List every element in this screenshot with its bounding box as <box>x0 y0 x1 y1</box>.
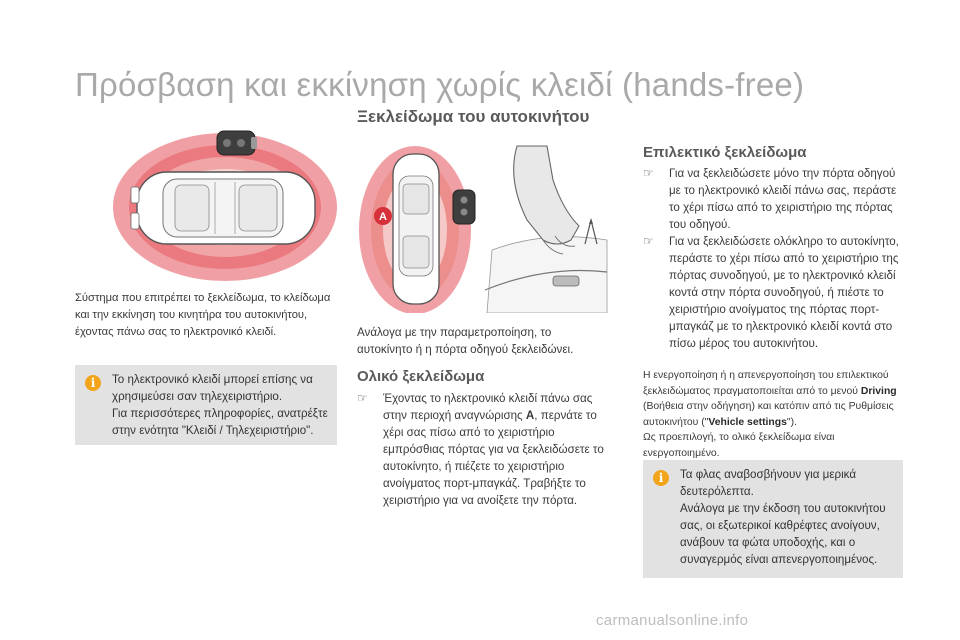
info-icon: i <box>85 375 101 391</box>
watermark: carmanualsonline.info <box>596 612 749 629</box>
arrow-bullet-icon: ☞ <box>357 391 368 405</box>
info-line: Το ηλεκτρονικό κλειδί μπορεί επίσης να χρησιμεύσει σαν τηλεχειριστήριο. <box>112 373 313 403</box>
info-line: Ανάλογα με την έκδοση του αυτοκινήτου σας, οι εξωτερικοί καθρέφτες ανοίγουν, ανάβουν τα φώτα υποδοχής, και ο συναγερμός είναι απενεργοποιημένος. <box>680 502 886 566</box>
unlock-illustration <box>357 140 609 313</box>
arrow-bullet-icon: ☞ <box>643 234 654 248</box>
page-title: Πρόσβαση και εκκίνηση χωρίς κλειδί (hands-free) <box>75 66 805 103</box>
svg-text:A: A <box>379 211 387 223</box>
list-item: ☞ Για να ξεκλειδώσετε ολόκληρο το αυτοκίνητο, περάστε το χέρι πίσω από το χειριστήριο της πόρτας συνοδηγού, με το ηλεκτρονικό κλειδί κοντά στην πόρτα συνοδηγού, ή πιέστε το χειριστήριο ανοίγματος της πόρτας πορτ-μπαγκάζ με το ηλεκτρονικό κλειδί κοντά στο πίσω μέρος του αυτοκινήτου. <box>643 234 899 350</box>
arrow-bullet-icon: ☞ <box>643 166 654 180</box>
selective-unlock-heading: Επιλεκτικό ξεκλείδωμα <box>643 144 807 161</box>
info-box-signals <box>643 460 903 578</box>
total-unlock-heading: Ολικό ξεκλείδωμα <box>357 368 485 385</box>
info-icon: i <box>653 470 669 486</box>
info-box-remote <box>75 365 337 445</box>
unlock-description: Ανάλογα με την παραμετροποίηση, το αυτοκίνητο ή η πόρτα οδηγού ξεκλειδώνει. <box>357 326 574 356</box>
car-zone-illustration <box>75 127 340 285</box>
total-unlock-list <box>357 390 615 509</box>
info-line: Για περισσότερες πληροφορίες, ανατρέξτε στην ενότητα "Κλειδί / Τηλεχειριστήριο". <box>112 407 328 437</box>
key-fob-icon <box>217 131 257 155</box>
activation-text: Η ενεργοποίηση ή η απενεργοποίηση του επιλεκτικού ξεκλειδώματος πραγματοποιείται από το μενού Driving (Βοήθεια στην οδήγηση) και κατόπιν από τις Ρυθμίσεις αυτοκινήτου ("Vehicle settings"). Ως προεπιλογή, το ολικό ξεκλείδωμα είναι ενεργοποιημένο. <box>643 370 897 459</box>
list-item: ☞ Έχοντας το ηλεκτρονικό κλειδί πάνω σας στην περιοχή αναγνώρισης A, περνάτε το χέρι σας πίσω από το χειριστήριο εμπρόσθιας πόρτας για να ξεκλειδώσετε το αυτοκίνητο, ή πιέζετε το χειριστήριο ανοίγματος πορτ-μπαγκάζ. Τραβήξτε το χειριστήριο για να ανοίξετε την πόρτα. <box>357 391 604 507</box>
zone-label-a <box>374 207 392 225</box>
info-line: Τα φλας αναβοσβήνουν για μερικά δευτερόλεπτα. <box>680 468 857 498</box>
key-fob-icon <box>453 190 475 224</box>
selective-unlock-list <box>643 165 905 352</box>
intro-text: Σύστημα που επιτρέπει το ξεκλείδωμα, το κλείδωμα και την εκκίνηση του κινητήρα του αυτοκινήτου, έχοντας πάνω σας το ηλεκτρονικό κλειδί. <box>75 292 331 338</box>
list-item: ☞ Για να ξεκλειδώσετε μόνο την πόρτα οδηγού με το ηλεκτρονικό κλειδί πάνω σας, περάστε το χέρι πίσω από το χειριστήριο της πόρτας του οδηγού. <box>643 166 897 231</box>
unlock-heading: Ξεκλείδωμα του αυτοκινήτου <box>357 107 590 126</box>
